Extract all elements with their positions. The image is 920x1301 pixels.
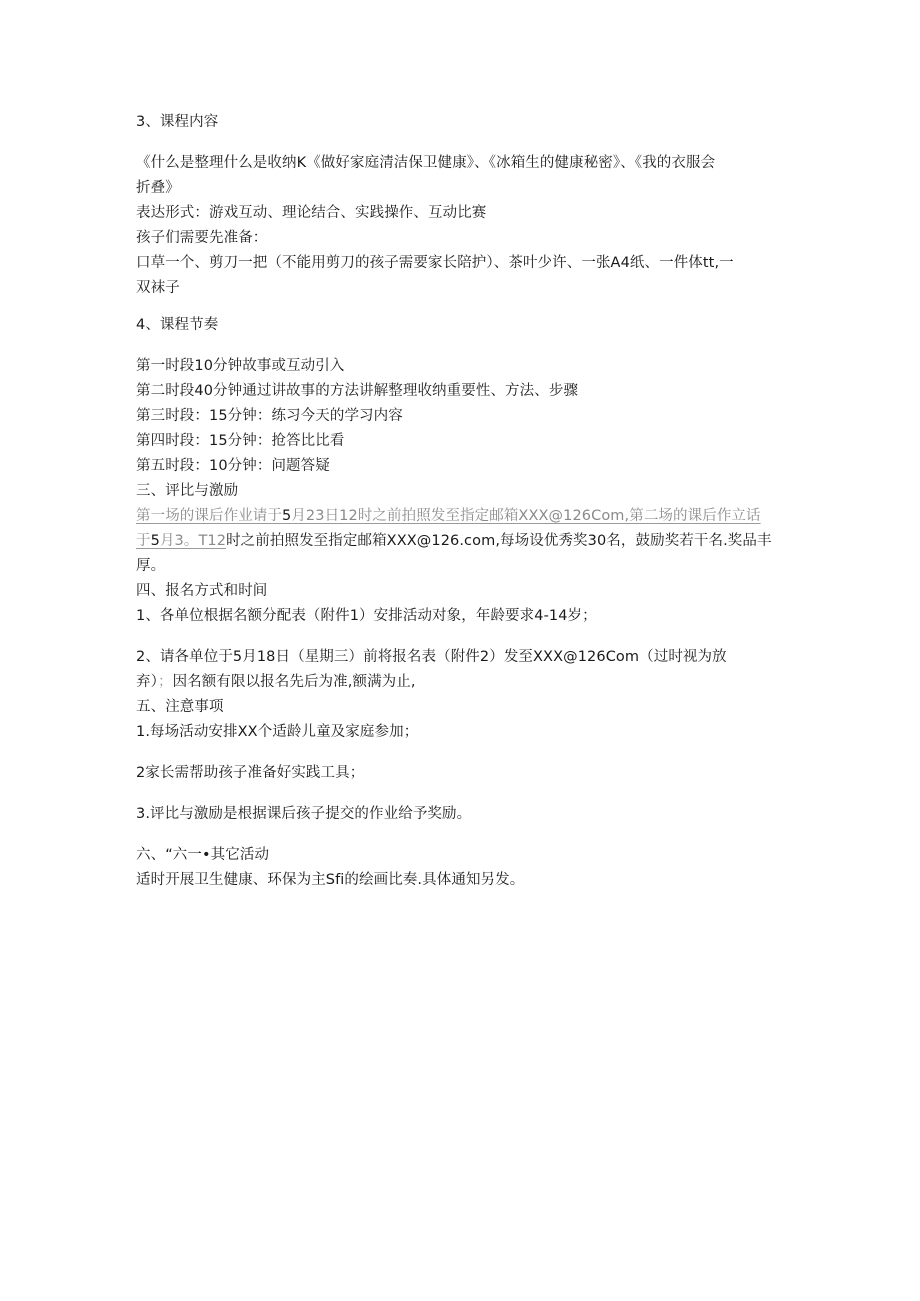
evaluation-line-2-digit: 5 [150,533,160,549]
evaluation-line-1-b: 月23日12时之前拍照发至指定邮箱XXX@126Com,第二场的课后作立话 [291,508,761,524]
notes-heading: 五、注意事项 [136,699,224,715]
registration-item-2-a: 弃） [136,674,158,690]
section4-heading: 4、课程节奏 [136,317,219,333]
period-list [136,354,786,479]
other-text: 适时开展卫生健康、环保为主Sfi的绘画比奏.具体通知另发。 [136,872,525,888]
notes-item: 3.评比与激励是根据课后孩子提交的作业给予奖励。 [136,806,472,822]
document-page [136,110,786,893]
prepare-line-2: 双袜子 [136,280,180,296]
evaluation-heading: 三、评比与激励 [136,483,239,499]
evaluation-line-2-rest: 时之前拍照发至指定邮箱XXX@126.com,每场设优秀奖30名，鼓励奖若干名.奖品丰 [226,533,772,549]
evaluation-line-2 [136,529,786,554]
registration-item-2-sep: ； [157,674,173,690]
registration-item-1: 1、各单位根据名额分配表（附件1）安排活动对象，年龄要求4-14岁； [136,608,597,624]
courses-line-2: 折叠》 [136,180,180,196]
prepare-label: 孩子们需要先准备： [136,230,268,246]
registration-item-2-b: 因名额有限以报名先后为准,额满为止, [172,674,416,690]
period-item: 第一时段10分钟故事或互动引入 [136,358,345,374]
period-item: 第三时段：15分钟：练习今天的学习内容 [136,408,403,424]
evaluation-line-1-a: 第一场的课后作业请于 [136,508,282,524]
evaluation-line-1-digit: 5 [282,508,292,524]
evaluation-line-2-b: 月3。T12 [159,533,227,549]
evaluation-line-3: 厚。 [136,558,166,574]
course-format: 表达形式：游戏互动、理论结合、实践操作、互动比赛 [136,205,487,221]
evaluation-line-2-a: 于 [136,533,151,549]
period-item: 第五时段：10分钟：问题答疑 [136,458,330,474]
prepare-line-1: 口草一个、剪刀一把（不能用剪刀的孩子需要家长陪护）、茶叶少许、一张A4纸、一件体tt,一 [136,255,734,271]
registration-item-2-line-1: 2、请各单位于5月18日（星期三）前将报名表（附件2）发至XXX@126Com（过时视为放 [136,649,727,665]
registration-item-2-line-2 [136,670,786,695]
registration-heading: 四、报名方式和时间 [136,583,268,599]
period-item: 第二时段40分钟通过讲故事的方法讲解整理收纳重要性、方法、步骤 [136,383,579,399]
courses-line-1: 《什么是整理什么是收纳K《做好家庭清洁保卫健康》、《冰箱生的健康秘密》、《我的衣服会 [136,155,716,171]
period-item: 第四时段：15分钟：抢答比比看 [136,433,345,449]
evaluation-line-1 [136,504,786,529]
other-heading: 六、“六一•其它活动 [136,847,270,863]
notes-item: 1.每场活动安排XX个适龄儿童及家庭参加； [136,724,419,740]
section3-heading: 3、课程内容 [136,114,219,130]
notes-item: 2家长需帮助孩子准备好实践工具； [136,765,365,781]
